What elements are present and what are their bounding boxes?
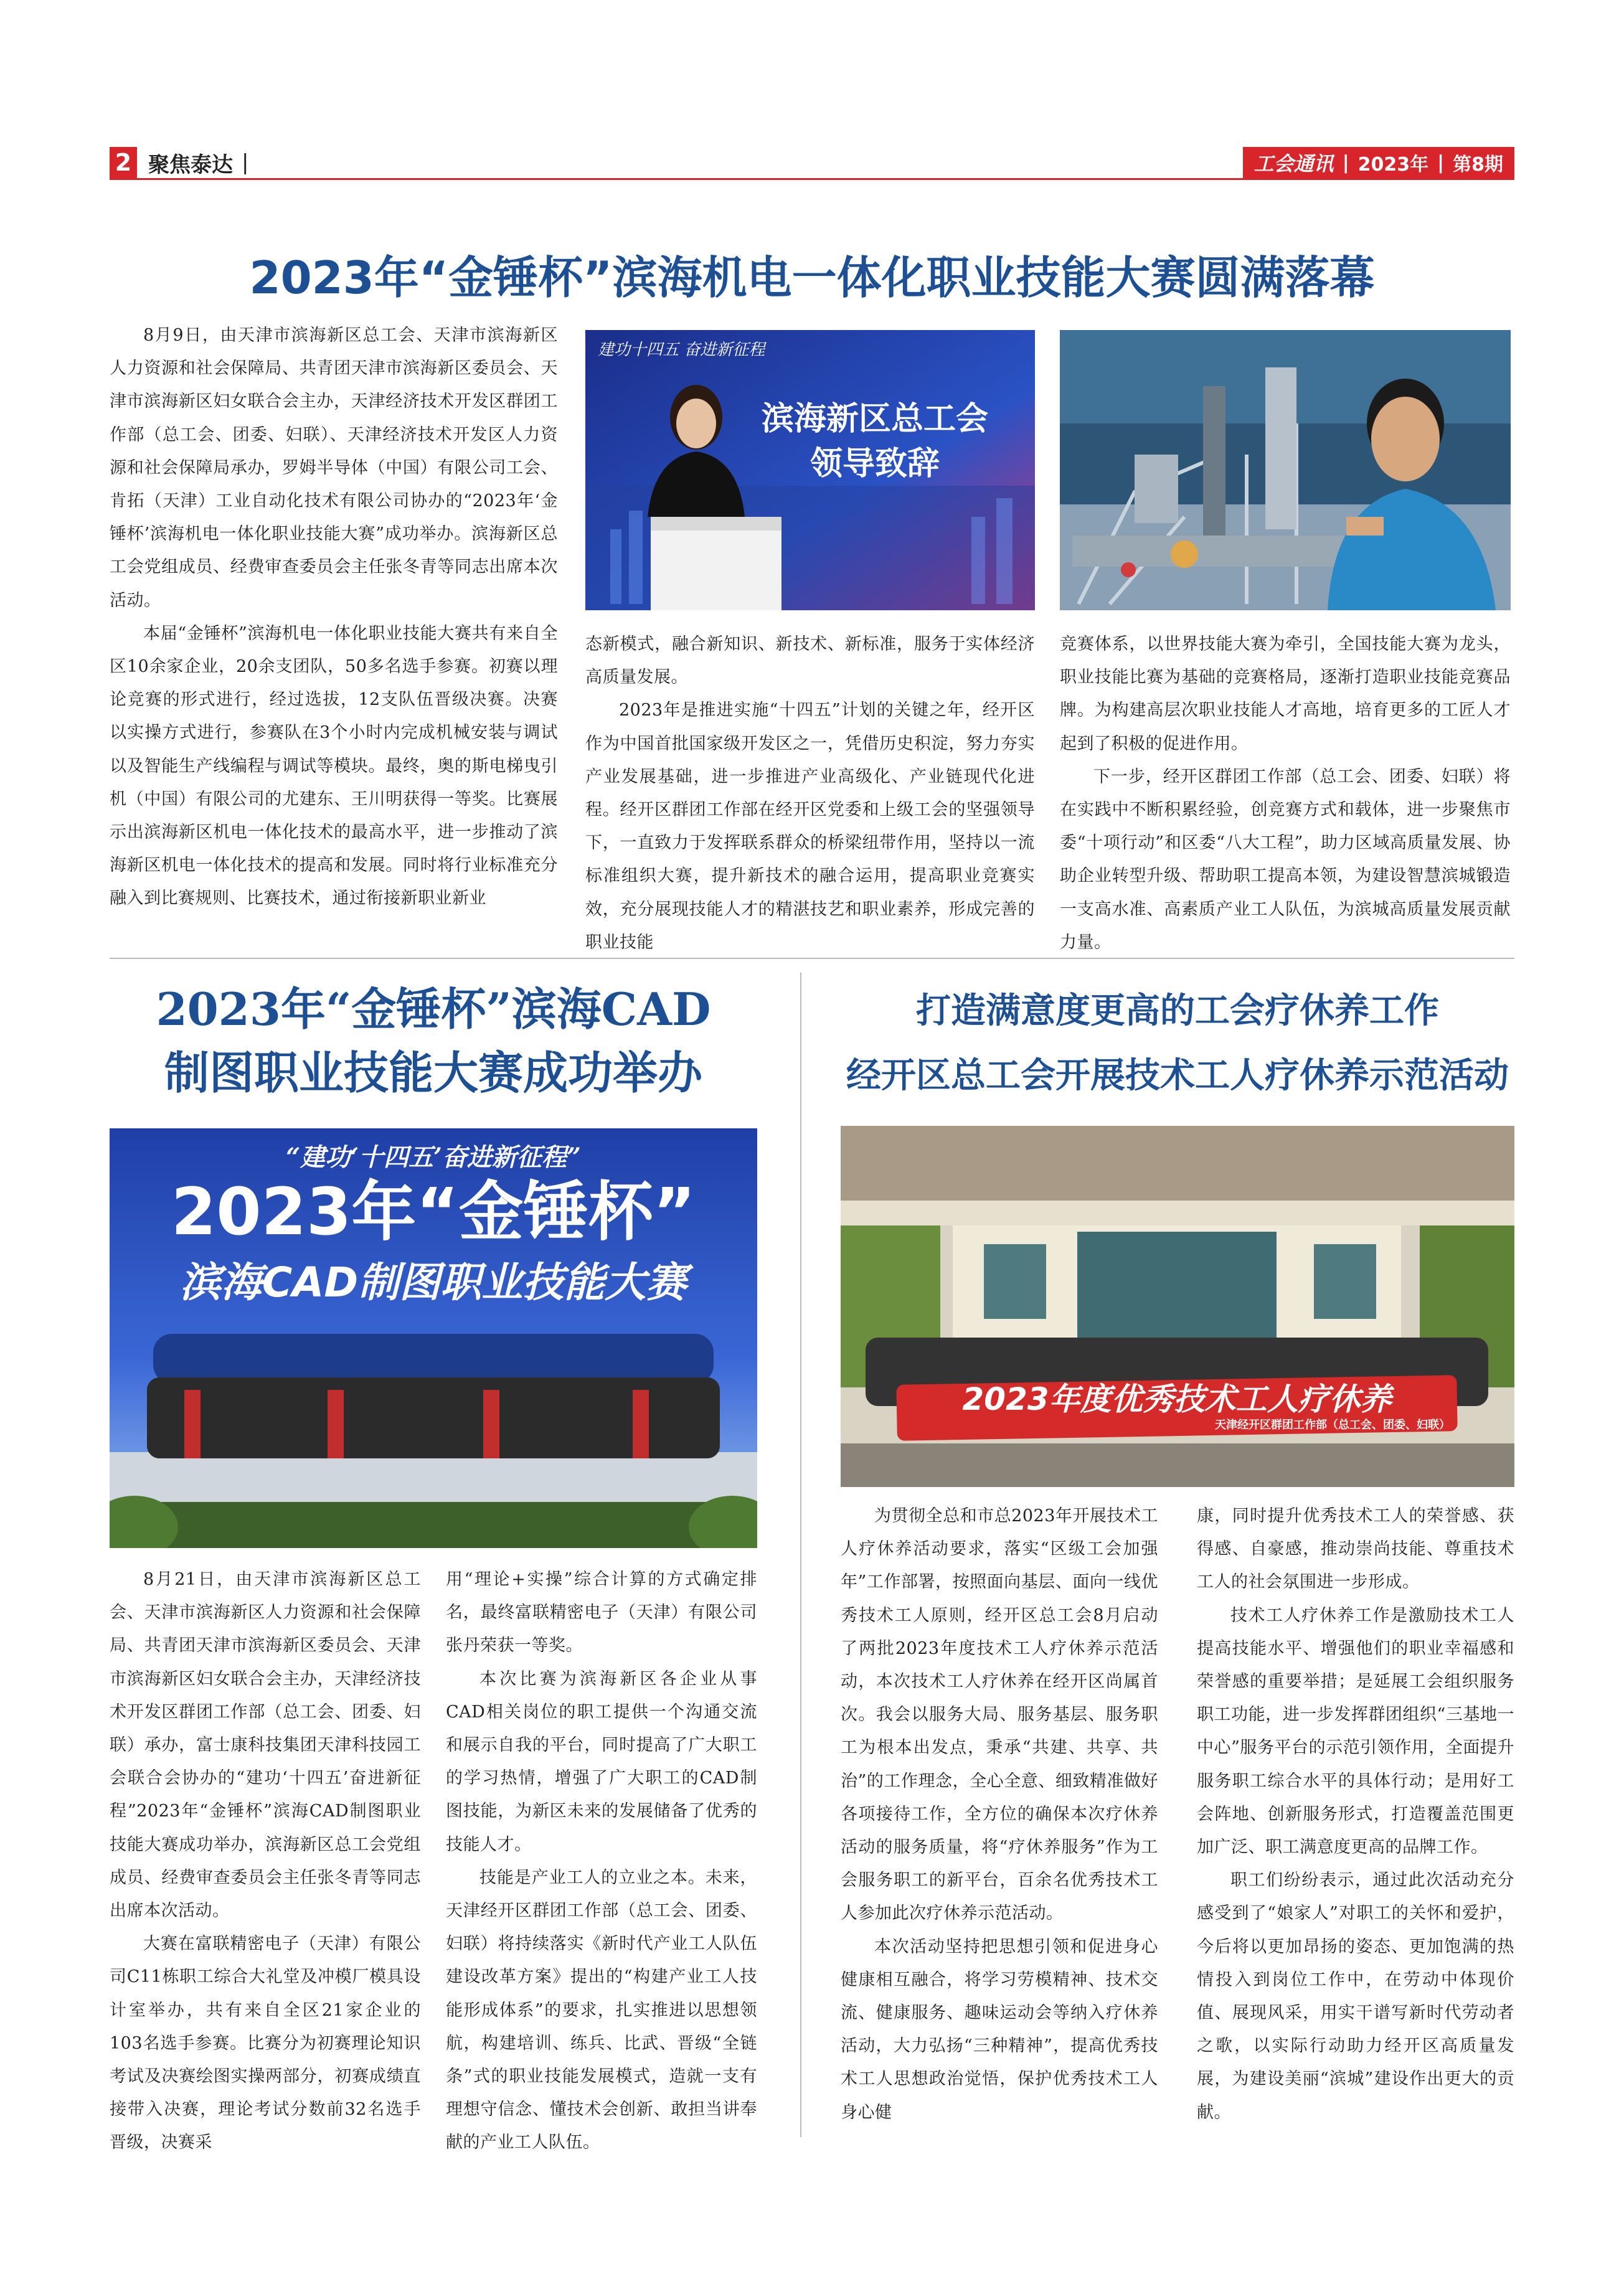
article3-col2-para1: 康，同时提升优秀技术工人的荣誉感、获得感、自豪感，推动崇尚技能、尊重技术工人的社会氛围进一步形成。 xyxy=(1197,1506,1514,1592)
article3-col2-para2: 技术工人疗休养工作是激励技术工人提高技能水平、增强他们的职业幸福感和荣誉感的重要举措；是延展工会组织服务职工功能，进一步发挥群团组织“三基地一中心”服务平台的示范引领作用，全面提升服务职工综合水平的具体行动；是用好工会阵地、创新服务形式，打造覆盖范围更加广泛、职工满意度更高的品牌工作。 xyxy=(1197,1605,1514,1858)
article2-title-line2: 制图职业技能大赛成功举办 xyxy=(164,1046,702,1099)
issue-number: 第8期 xyxy=(1453,154,1503,176)
article3-title xyxy=(841,979,1514,1108)
article2-col1-para2: 大赛在富联精密电子（天津）有限公司C11栋职工综合大礼堂及冲模厂模具设计室举办，共有来自全区21家企业的103名选手参赛。比赛分为初赛理论知识考试及决赛绘图实操两部分，初赛成绩直接带入决赛，理论考试分数前32名选手晋级，决赛采 xyxy=(110,1934,421,2153)
page-header-left xyxy=(110,147,248,178)
header-rule xyxy=(110,178,1514,180)
article3-col1-para1: 为贯彻全总和市总2023年开展技术工人疗休养活动要求，落实“区级工会加强年”工作部署，按照面向基层、面向一线优秀技术工人原则，经开区总工会8月启动了两批2023年度技术工人疗休养示范活动，本次技术工人疗休养在经开区尚属首次。我会以服务大局、服务基层、服务职工为根本出发点，秉承“共建、共享、共治”的工作理念，全心全意、细致精准做好各项接待工作，全方位的确保本次疗休养活动的服务质量，将“疗休养服务”作为工会服务职工的新平台，百余名优秀技术工人参加此次疗休养示范活动。 xyxy=(841,1506,1158,1924)
article1-column3 xyxy=(1060,628,1511,959)
article2-col2-para3: 技能是产业工人的立业之本。未来，天津经开区群团工作部（总工会、团委、妇联）将持续落实《新时代产业工人队伍建设改革方案》提出的“构建产业工人技能形成体系”的要求，扎实推进以思想领航，构建培训、练兵、比武、晋级“全链条”式的职业技能发展模式，造就一支有理想守信念、懂技术会创新、敢担当讲奉献的产业工人队伍。 xyxy=(446,1867,757,2153)
article3-photo-group xyxy=(841,1126,1514,1487)
article2-title xyxy=(110,978,757,1105)
article1-col2-para2: 2023年是推进实施“十四五”计划的关键之年，经开区作为中国首批国家级开发区之一，凭借历史积淀，努力夯实产业发展基础，进一步推进产业高级化、产业链现代化进程。经开区群团工作部在经开区党委和上级工会的坚强领导下，一直致力于发挥联系群众的桥梁纽带作用，坚持以一流标准组织大赛，提升新技术的融合运用，提高职业竞赛实效，充分展现技能人才的精湛技艺和职业素养，形成完善的职业技能 xyxy=(585,701,1035,952)
article1-column1 xyxy=(110,319,558,915)
section-name: 聚焦泰达 xyxy=(148,152,233,177)
article1-title: 2023年“金锤杯”滨海机电一体化职业技能大赛圆满落幕 xyxy=(249,252,1375,304)
article3-col2-para3: 职工们纷纷表示，通过此次活动充分感受到了“娘家人”对职工的关怀和爱护，今后将以更加昂扬的姿态、更加饱满的热情投入到岗位工作中，在劳动中体现价值、展现风采，用实干谱写新时代劳动者之歌，以实际行动助力经开区高质量发展，为建设美丽“滨城”建设作出更大的贡献。 xyxy=(1197,1871,1514,2122)
section-divider xyxy=(110,958,1514,959)
photo1-banner: 建功十四五 奋进新征程 xyxy=(598,341,765,359)
article3-column2 xyxy=(1197,1499,1514,2129)
article2-photo-group xyxy=(110,1128,757,1548)
photo1-screen-line2: 领导致辞 xyxy=(810,445,940,483)
article1-col3-para2: 下一步，经开区群团工作部（总工会、团委、妇联）将在实践中不断积累经验，创竞赛方式和载体，进一步聚焦市委“十项行动”和区委“八大工程”，助力区域高质量发展、协助企业转型升级、帮助职工提高本领，为建设智慧滨城锻造一支高水准、高素质产业工人队伍，为滨城高质量发展贡献力量。 xyxy=(1060,767,1511,952)
photo3-banner-sub: 天津经开区群团工作部（总工会、团委、妇联） xyxy=(1215,1419,1450,1432)
article2-title-line1: 2023年“金锤杯”滨海CAD xyxy=(156,983,711,1036)
article1-col1-para2: 本届“金锤杯”滨海机电一体化职业技能大赛共有来自全区10余家企业，20余支团队，50多名选手参赛。初赛以理论竞赛的形式进行，经过选拔，12支队伍晋级决赛。决赛以实操方式进行，参赛队在3个小时内完成机械安装与调试以及智能生产线编程与调试等模块。最终，奥的斯电梯曳引机（中国）有限公司的尤建东、王川明获得一等奖。比赛展示出滨海新区机电一体化技术的最高水平，进一步推动了滨海新区机电一体化技术的提高和发展。同时将行业标准充分融入到比赛规则、比赛技术，通过衔接新职业新业 xyxy=(110,623,558,909)
article1-column2 xyxy=(585,628,1035,959)
photo2-line1: “建功‘十四五’奋进新征程” xyxy=(286,1143,581,1172)
photo2-line2: 2023年“金锤杯” xyxy=(171,1174,696,1250)
article3-col1-para2: 本次活动坚持把思想引领和促进身心健康相互融合，将学习劳模精神、技术交流、健康服务、趣味运动会等纳入疗休养活动，大力弘扬“三种精神”，提高优秀技术工人思想政治觉悟，保护优秀技术工人身心健 xyxy=(841,1937,1158,2122)
article2-col2-para1: 用“理论+实操”综合计算的方式确定排名，最终富联精密电子（天津）有限公司张丹荣获一等奖。 xyxy=(446,1570,757,1656)
brand-name: 工会通讯 xyxy=(1253,152,1334,176)
section-separator: | xyxy=(242,150,249,175)
photo2-line3: 滨海CAD制图职业技能大赛 xyxy=(179,1258,687,1306)
article1-col3-para1: 竞赛体系，以世界技能大赛为牵引，全国技能大赛为龙头，职业技能比赛为基础的竞赛格局，逐渐打造职业技能竞赛品牌。为构建高层次职业技能人才高地，培育更多的工匠人才起到了积极的促进作用。 xyxy=(1060,635,1511,753)
column-divider xyxy=(800,973,801,2137)
article1-col2-para1: 态新模式，融合新知识、新技术、新标准，服务于实体经济高质量发展。 xyxy=(585,635,1035,687)
photo1-screen-line1: 滨海新区总工会 xyxy=(761,400,989,438)
article2-column1 xyxy=(110,1563,421,2160)
page-header-right: 工会通讯 | 2023年 | 第8期 xyxy=(1243,147,1514,178)
photo3-banner-main: 2023年度优秀技术工人疗休养 xyxy=(962,1381,1392,1417)
article3-title-line1: 打造满意度更高的工会疗休养工作 xyxy=(916,991,1439,1031)
article1-photo-technician xyxy=(1060,330,1511,610)
article2-col2-para2: 本次比赛为滨海新区各企业从事CAD相关岗位的职工提供一个沟通交流和展示自我的平台，同时提高了广大职工的学习热情，增强了广大职工的CAD制图技能，为新区未来的发展储备了优秀的技能人才。 xyxy=(446,1669,757,1854)
article1-col1-para1: 8月9日，由天津市滨海新区总工会、天津市滨海新区人力资源和社会保障局、共青团天津市滨海新区委员会、天津市滨海新区妇女联合会主办，天津经济技术开发区群团工作部（总工会、团委、妇联）、天津经济技术开发区人力资源和社会保障局承办，罗姆半导体（中国）有限公司工会、肯拓（天津）工业自动化技术有限公司协办的“2023年‘金锤杯’滨海机电一体化职业技能大赛”成功举办。滨海新区总工会党组成员、经费审查委员会主任张冬青等同志出席本次活动。 xyxy=(110,326,558,610)
article2-col1-para1: 8月21日，由天津市滨海新区总工会、天津市滨海新区人力资源和社会保障局、共青团天津市滨海新区委员会、天津市滨海新区妇女联合会主办，天津经济技术开发区群团工作部（总工会、团委、妇联）承办，富士康科技集团天津科技园工会联合会协办的“建功‘十四五’奋进新征程”2023年“金锤杯”滨海CAD制图职业技能大赛成功举办，滨海新区总工会党组成员、经费审查委员会主任张冬青等同志出席本次活动。 xyxy=(110,1570,421,1921)
article3-column1 xyxy=(841,1499,1158,2129)
article2-column2 xyxy=(446,1563,757,2160)
page-number: 2 xyxy=(110,147,137,178)
article3-title-line2: 经开区总工会开展技术工人疗休养示范活动 xyxy=(846,1055,1509,1096)
issue-year: 2023年 xyxy=(1357,154,1429,176)
article1-photo-speaker xyxy=(585,330,1035,610)
